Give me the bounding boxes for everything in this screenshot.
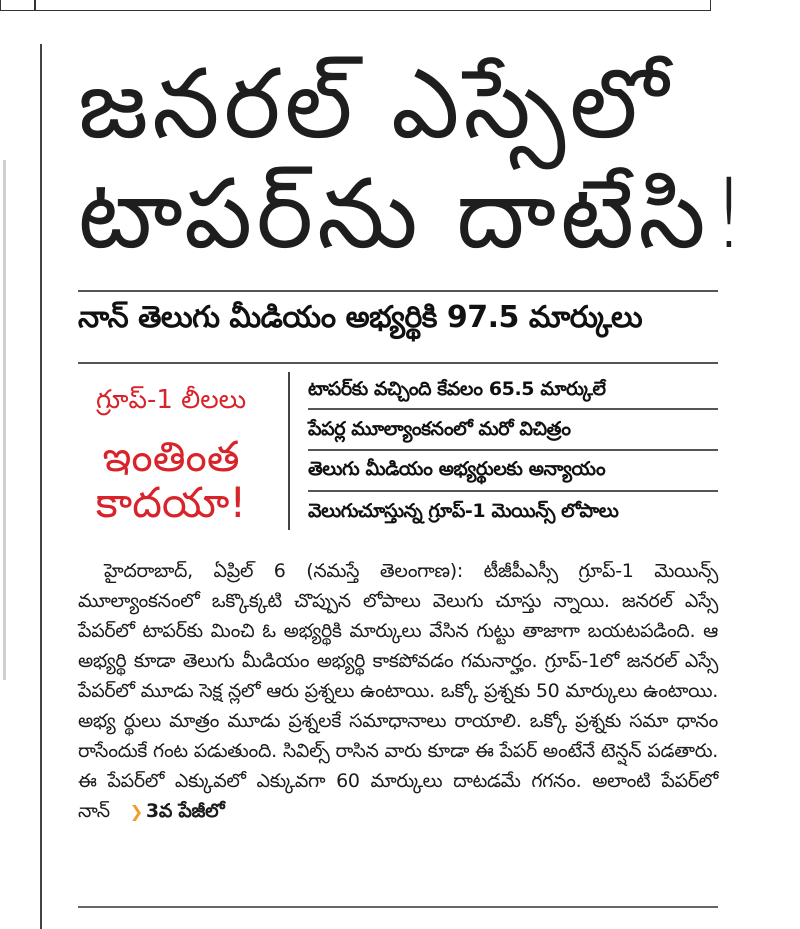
bullet-separator	[308, 449, 718, 451]
bullet-point: పేపర్ల మూల్యాంకనంలో మరో విచిత్రం	[308, 418, 571, 440]
side-label-small: గ్రూప్-1 లీలలు	[95, 385, 247, 415]
headline-line-2: టాపర్‌ను దాటేసి!	[78, 158, 753, 270]
headline-line-1: జనరల్ ఎస్సేలో	[78, 48, 673, 160]
rule-above-subhead	[78, 290, 718, 292]
side-label-big-1: ఇంతింత	[102, 432, 240, 481]
bullet-point: తెలుగు మీడియం అభ్యర్థులకు అన్యాయం	[308, 458, 606, 480]
side-label-big-2: కాదయా!	[95, 478, 247, 527]
left-column-rule	[40, 44, 42, 929]
continued-on-page-link[interactable]	[130, 800, 225, 822]
continued-label: 3వ పేజీలో	[145, 800, 225, 822]
bullet-point: వెలుగుచూస్తున్న గ్రూప్-1 మెయిన్స్ లోపాలు	[308, 500, 619, 522]
rule-below-subhead	[78, 362, 718, 364]
bullet-separator	[308, 490, 718, 492]
bullet-separator	[308, 408, 718, 410]
subheadline: నాన్ తెలుగు మీడియం అభ్యర్థికి 97.5 మార్కులు	[78, 300, 643, 335]
left-edge-shadow	[0, 160, 10, 680]
bottom-rule	[78, 906, 718, 908]
article-body	[78, 556, 718, 827]
bullet-point: టాపర్‌కు వచ్చింది కేవలం 65.5 మార్కులే	[308, 378, 606, 400]
chevron-right-icon: ❯	[129, 802, 143, 821]
top-frame-remnant	[0, 0, 711, 11]
side-label-divider	[288, 372, 290, 530]
article-body-text: హైదరాబాద్, ఏప్రిల్ 6 (నమస్తే తెలంగాణ): టీజీపీఎస్సీ గ్రూప్-1 మెయిన్స్ మూల్యాంకనంలో ఒక్కొక్కటి చొప్పున లోపాలు వెలుగు చూస్తు న్నాయి. జనరల్ ఎస్సే పేపర్‌లో టాపర్‌కు మించి ఓ అభ్యర్థికి మార్కులు వేసిన గుట్టు తాజాగా బయటపడింది. ఆ అభ్యర్థి కూడా తెలుగు మీడియం అభ్యర్థి కాకపోవడం గమనార్హం. గ్రూప్-1లో జనరల్ ఎస్సే పేపర్‌లో మూడు సెక్ష న్లలో ఆరు ప్రశ్నలు ఉంటాయి. ఒక్కో ప్రశ్నకు 50 మార్కులు ఉంటాయి. అభ్య ర్థులు మాత్రం మూడు ప్రశ్నలకే సమాధానాలు రాయాలి. ఒక్కో ప్రశ్నకు సమా ధానం రాసేందుకే గంట పడుతుంది. సివిల్స్ రాసిన వారు కూడా ఈ పేపర్ అంటేనే టెన్షన్ పడతారు. ఈ పేపర్‌లో ఎక్కువలో ఎక్కువగా 60 మార్కులు దాటడమే గగనం. అలాంటి పేపర్‌లో నాన్	[78, 560, 718, 822]
